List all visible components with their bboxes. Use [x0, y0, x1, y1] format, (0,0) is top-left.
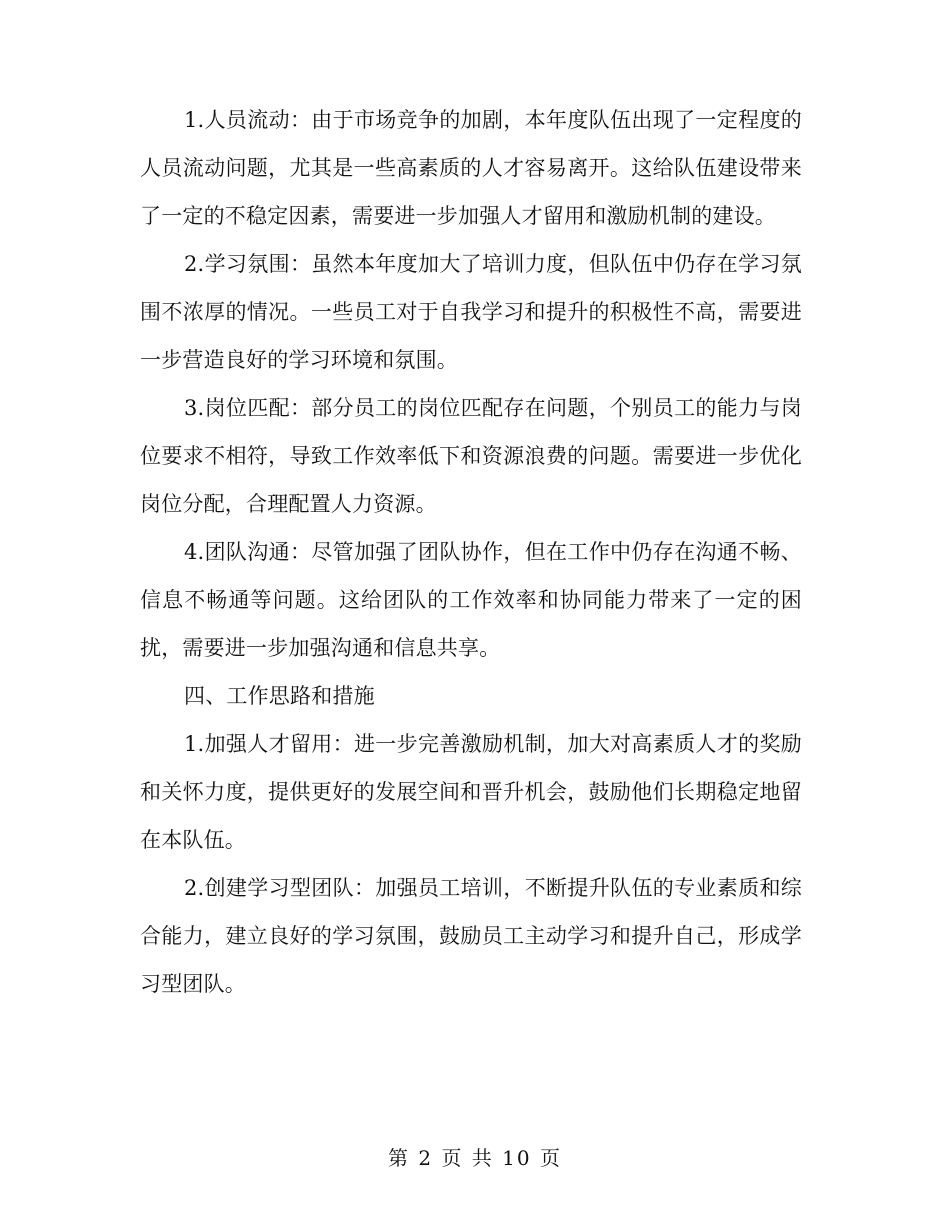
- paragraph-personnel-mobility: 1.人员流动：由于市场竞争的加剧，本年度队伍出现了一定程度的人员流动问题，尤其是一些高素质的人才容易离开。这给队伍建设带来了一定的不稳定因素，需要进一步加强人才留用和激励机制的建设。: [140, 108, 802, 228]
- paragraph-team-communication: 4.团队沟通：尽管加强了团队协作，但在工作中仍存在沟通不畅、信息不畅通等问题。这给团队的工作效率和协同能力带来了一定的困扰，需要进一步加强沟通和信息共享。: [140, 540, 802, 660]
- page-number-footer: 第 2 页 共 10 页: [388, 1146, 562, 1170]
- paragraph-learning-atmosphere: 2.学习氛围：虽然本年度加大了培训力度，但队伍中仍存在学习氛围不浓厚的情况。一些员工对于自我学习和提升的积极性不高，需要进一步营造良好的学习环境和氛围。: [140, 252, 802, 372]
- section-heading-work-ideas: 四、工作思路和措施: [184, 684, 375, 708]
- paragraph-position-matching: 3.岗位匹配：部分员工的岗位匹配存在问题，个别员工的能力与岗位要求不相符，导致工作效率低下和资源浪费的问题。需要进一步优化岗位分配，合理配置人力资源。: [140, 396, 802, 516]
- paragraph-talent-retention: 1.加强人才留用：进一步完善激励机制，加大对高素质人才的奖励和关怀力度，提供更好的发展空间和晋升机会，鼓励他们长期稳定地留在本队伍。: [140, 732, 802, 852]
- document-body: [140, 96, 802, 1008]
- paragraph-learning-team: 2.创建学习型团队：加强员工培训，不断提升队伍的专业素质和综合能力，建立良好的学习氛围，鼓励员工主动学习和提升自己，形成学习型团队。: [140, 876, 802, 996]
